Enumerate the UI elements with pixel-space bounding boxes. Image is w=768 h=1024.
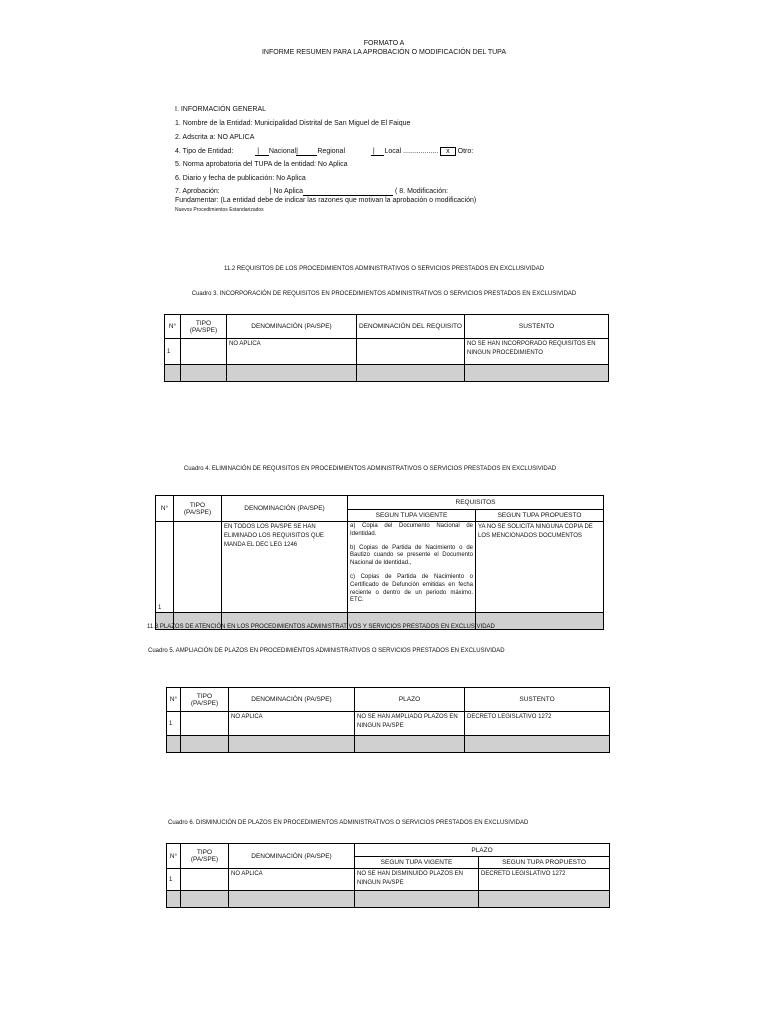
col-requisito: DENOMINACIÓN DEL REQUISITO — [357, 315, 465, 339]
table-header-row — [165, 315, 609, 339]
local-label: Local .................. — [384, 148, 439, 155]
entity-type-label: 4. Tipo de Entidad: — [175, 148, 234, 155]
cuadro-4-table — [155, 495, 604, 630]
regional-label: Regional — [317, 148, 346, 155]
row-denominacion: NO APLICA — [229, 712, 355, 736]
table-header-row — [156, 496, 604, 510]
row-n: 1 — [156, 522, 174, 613]
approval-norm-line: 5. Norma aprobatoria del TUPA de la entidad: No Aplica — [175, 161, 348, 168]
row-n: 1 — [167, 712, 181, 736]
col-n: N° — [165, 315, 181, 339]
table-row — [167, 869, 610, 891]
table-header-row — [167, 688, 610, 712]
new-procedures-note: Nuevos Procedimientos Estandarizados — [175, 207, 264, 213]
table-row — [167, 712, 610, 736]
row-requisito — [357, 339, 465, 365]
row-denominacion: NO APLICA — [227, 339, 357, 365]
local-checkbox: | — [370, 148, 385, 155]
entity-type-line — [175, 147, 473, 156]
col-denominacion: DENOMINACIÓN (PA/SPE) — [227, 315, 357, 339]
page-title: FORMATO A — [363, 40, 405, 47]
page-subtitle: INFORME RESUMEN PARA LA APROBACIÓN O MODIFICACIÓN DEL TUPA — [261, 49, 506, 56]
row-plazo: NO SE HAN AMPLIADO PLAZOS EN NINGUN PA/SPE — [355, 712, 465, 736]
col-requisitos: REQUISITOS — [348, 496, 604, 510]
col-tipo: TIPO (PA/SPE) — [174, 496, 222, 522]
table-empty-row — [165, 365, 609, 382]
col-vigente: SEGUN TUPA VIGENTE — [355, 857, 479, 869]
cuadro-5-table — [166, 687, 610, 753]
cuadro-4-title: Cuadro 4. ELIMINACIÓN DE REQUISITOS EN PROCEDIMIENTOS ADMINISTRATIVOS O SERVICIOS PRESTADOS EN EXCLUSIVIDAD — [183, 466, 557, 472]
cuadro-6-title: Cuadro 6. DISMINUCIÓN DE PLAZOS EN PROCEDIMIENTOS ADMINISTRATIVOS O SERVICIOS PRESTADOS EN EXCLUSIVIDAD — [168, 820, 529, 826]
row-sustento: DECRETO LEGISLATIVO 1272 — [465, 712, 610, 736]
modification-label: ( 8. Modificación: — [395, 188, 448, 195]
row-tipo — [181, 712, 229, 736]
other-label: Otro: — [457, 148, 474, 155]
row-propuesto: YA NO SE SOLICITA NINGUNA COPIA DE LOS MENCIONADOS DOCUMENTOS — [476, 522, 604, 613]
row-vigente — [348, 522, 476, 613]
row-tipo — [181, 869, 229, 891]
entity-name-line: 1. Nombre de la Entidad: Municipalidad Distrital de San Miguel de El Faique — [175, 120, 411, 127]
col-sustento: SUSTENTO — [465, 315, 609, 339]
col-denominacion: DENOMINACIÓN (PA/SPE) — [222, 496, 348, 522]
table-empty-row — [167, 736, 610, 753]
col-vigente: SEGUN TUPA VIGENTE — [348, 510, 476, 522]
col-n: N° — [167, 688, 181, 712]
row-n: 1 — [167, 869, 181, 891]
row-n: 1 — [165, 339, 181, 365]
cuadro-3-table — [164, 314, 609, 382]
approval-line — [175, 188, 448, 196]
col-n: N° — [156, 496, 174, 522]
cuadro-3-title: Cuadro 3. INCORPORACIÓN DE REQUISITOS EN PROCEDIMIENTOS ADMINISTRATIVOS O SERVICIOS PRESTADOS EN EXCLUSIVIDAD — [191, 291, 577, 297]
general-section-heading: I. INFORMACIÓN GENERAL — [175, 106, 267, 113]
row-sustento: NO SE HAN INCORPORADO REQUISITOS EN NINGUN PROCEDIMIENTO — [465, 339, 609, 365]
approval-label: 7. Aprobación: — [175, 188, 220, 195]
row-denominacion: NO APLICA — [229, 869, 355, 891]
req-a: a) Copia del Documento Nacional de Identidad. — [350, 523, 473, 537]
regional-checkbox: | — [296, 148, 318, 155]
national-checkbox: | — [255, 148, 269, 155]
row-denominacion: EN TODOS LOS PA/SPE SE HAN ELIMINADO LOS REQUISITOS QUE MANDA EL DEC LEG 1246 — [222, 522, 348, 613]
row-vigente: NO SE HAN DISMINUIDO PLAZOS EN NINGUN PA/SPE — [355, 869, 479, 891]
col-plazo: PLAZO — [355, 688, 465, 712]
national-label: Nacional — [268, 148, 297, 155]
table-row — [165, 339, 609, 365]
row-tipo — [174, 522, 222, 613]
table-header-row — [167, 844, 610, 857]
table-row — [156, 522, 604, 613]
col-denominacion: DENOMINACIÓN (PA/SPE) — [229, 688, 355, 712]
section-11-2-heading: 11.2 REQUISITOS DE LOS PROCEDIMIENTOS ADMINISTRATIVOS O SERVICIOS PRESTADOS EN EXCLUSIVIDAD — [223, 266, 545, 272]
table-empty-row — [167, 891, 610, 908]
col-propuesto: SEGUN TUPA PROPUESTO — [479, 857, 610, 869]
row-tipo — [181, 339, 227, 365]
publication-line: 6. Diario y fecha de publicación: No Aplica — [175, 175, 306, 182]
fundamentar-line: Fundamentar: (La entidad debe de indicar las razones que motivan la aprobación o modificación) — [175, 197, 477, 204]
section-11-3-heading: 11.3 PLAZOS DE ATENCIÓN EN LOS PROCEDIMIENTOS ADMINISTRATIVOS Y SERVICIOS PRESTADOS EN EXCLUSIVIDAD — [147, 624, 495, 630]
other-mark: x — [440, 147, 456, 156]
col-denominacion: DENOMINACIÓN (PA/SPE) — [229, 844, 355, 869]
col-tipo: TIPO (PA/SPE) — [181, 315, 227, 339]
col-n: N° — [167, 844, 181, 869]
approval-value: | No Aplica — [269, 188, 304, 195]
col-propuesto: SEGUN TUPA PROPUESTO — [476, 510, 604, 522]
adscrita-line: 2. Adscrita a: NO APLICA — [175, 134, 255, 141]
col-tipo: TIPO (PA/SPE) — [181, 844, 229, 869]
cuadro-6-table — [166, 843, 610, 908]
col-tipo: TIPO (PA/SPE) — [181, 688, 229, 712]
req-c: c) Copias de Partida de Nacimiento o Certificado de Defunción emitidas en fecha reciente o dentro de un periodo máximo. ETC. — [350, 573, 473, 604]
row-propuesto: DECRETO LEGISLATIVO 1272 — [479, 869, 610, 891]
cuadro-5-title: Cuadro 5. AMPLIACIÓN DE PLAZOS EN PROCEDIMIENTOS ADMINISTRATIVOS O SERVICIOS PRESTADOS EN EXCLUSIVIDAD — [148, 648, 505, 654]
req-b: b) Copias de Partida de Nacimiento o de Bautizo cuando se presente el Documento Nacional de Identidad., — [350, 544, 473, 567]
approval-underline — [303, 188, 393, 196]
col-plazo: PLAZO — [355, 844, 610, 857]
col-sustento: SUSTENTO — [465, 688, 610, 712]
